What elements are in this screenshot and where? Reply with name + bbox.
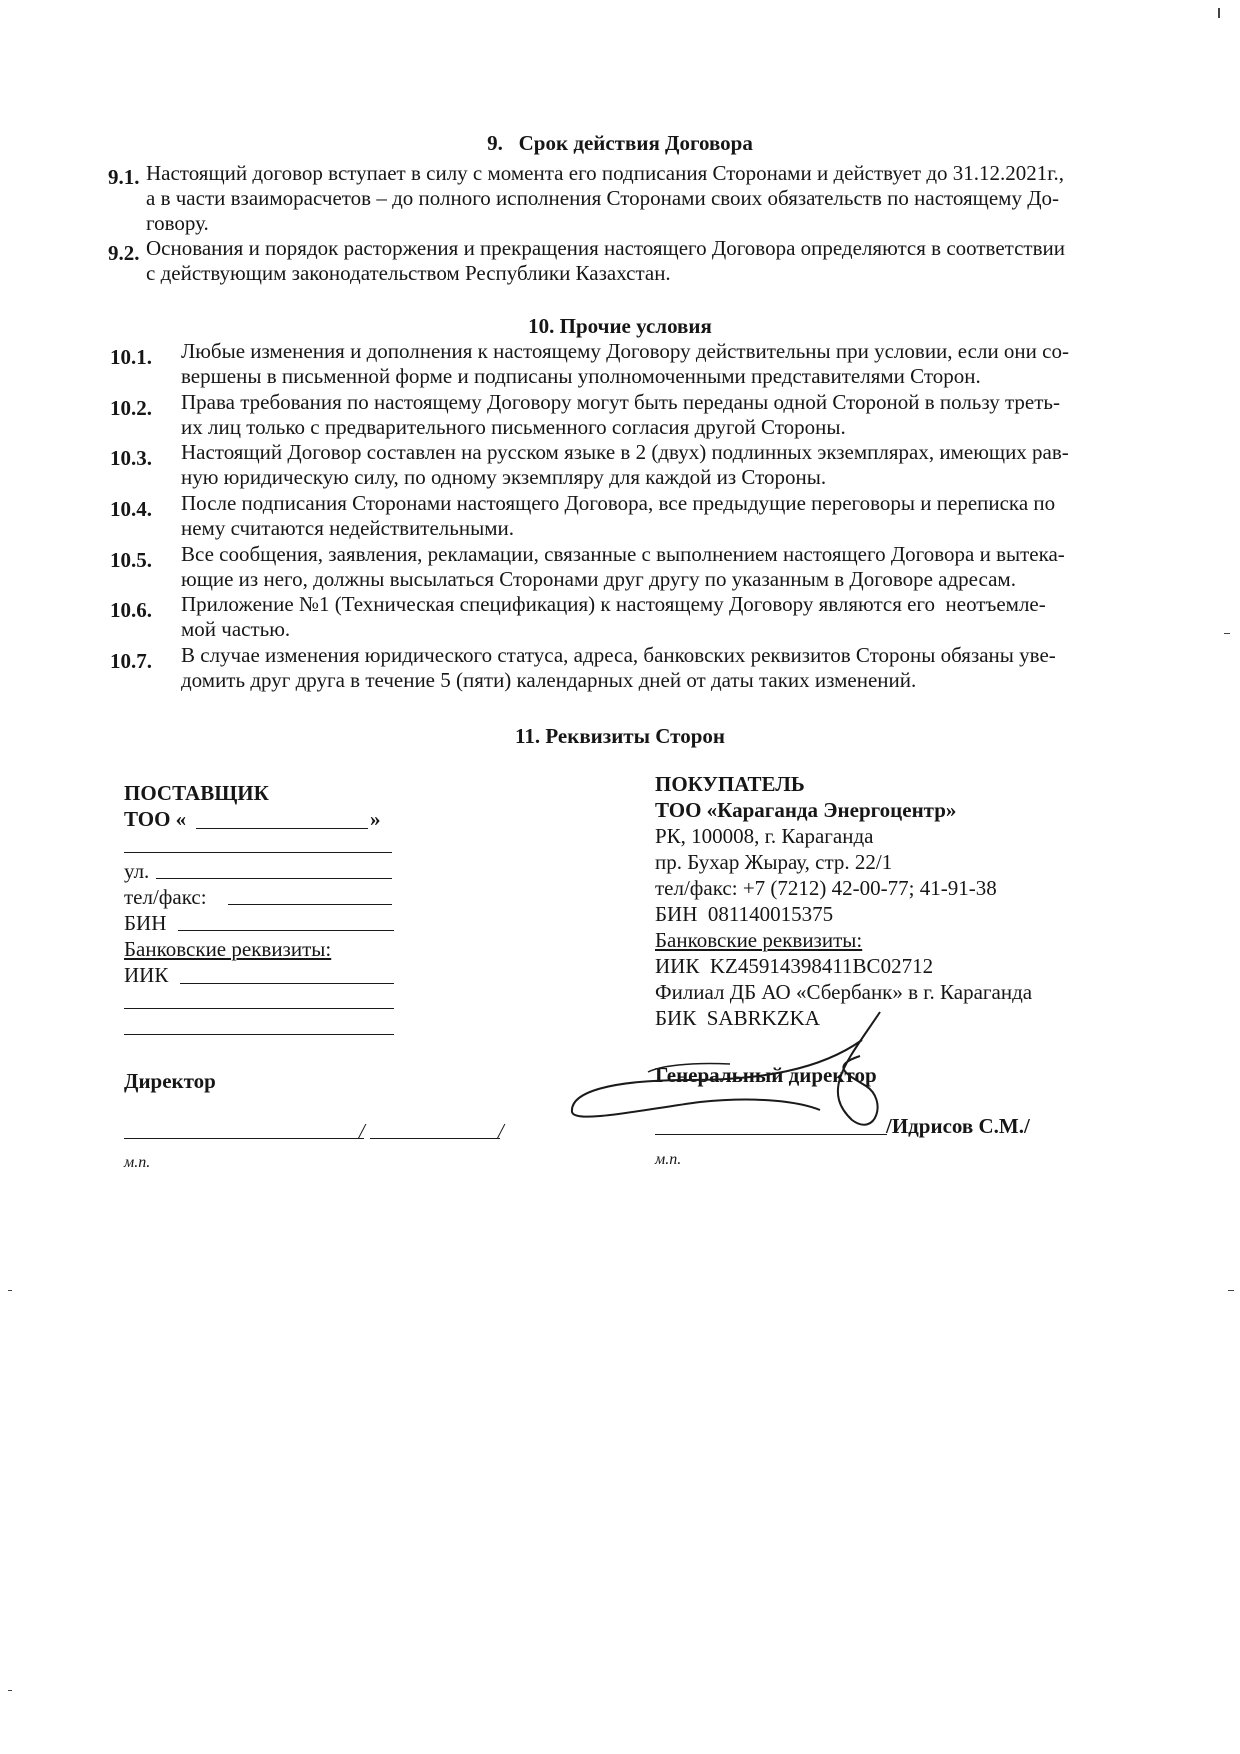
buyer-address-1: РК, 100008, г. Караганда [655,824,874,848]
supplier-stamp-place: м.п. [124,1154,151,1171]
supplier-director-label: Директор [124,1069,216,1093]
clause-text-line: Приложение №1 (Техническая спецификация) к настоящему Договору являются его неотъемле- [181,592,1046,616]
section-9-title: 9. Срок действия Договора [487,131,753,155]
scan-edge-mark [8,1690,12,1691]
clause-number: 10.1. [110,345,152,369]
buyer-bik: БИК SABRKZKA [655,1006,820,1030]
supplier-street-blank [156,878,392,879]
clause-text-line: ную юридическую силу, по одному экземпляру для каждой из Стороны. [181,465,827,489]
clause-text-line: В случае изменения юридического статуса, адреса, банковских реквизитов Стороны обязаны уве- [181,643,1056,667]
clause-text-line: Основания и порядок расторжения и прекращения настоящего Договора определяются в соответствии [146,236,1065,260]
supplier-blank-line [124,1034,394,1035]
supplier-company-blank [196,828,368,829]
buyer-signature-line [655,1134,887,1135]
buyer-heading: ПОКУПАТЕЛЬ [655,772,805,796]
clause-number: 10.5. [110,548,152,572]
clause-text-line: Все сообщения, заявления, рекламации, связанные с выполнением настоящего Договора и вытека- [181,542,1065,566]
supplier-bin-blank [178,930,394,931]
supplier-tel-blank [228,904,392,905]
supplier-iik-blank [180,983,394,984]
buyer-signatory: /Идрисов С.М./ [886,1114,1030,1138]
supplier-blank-line [124,1008,394,1009]
clause-text-line: После подписания Сторонами настоящего Договора, все предыдущие переговоры и переписка по [181,491,1056,515]
clause-number: 10.3. [110,446,152,470]
clause-text-line: домить друг друга в течение 5 (пяти) календарных дней от даты таких изменений. [181,668,917,692]
buyer-iik: ИИК KZ45914398411BC02712 [655,954,934,978]
buyer-bank-label: Банковские реквизиты: [655,928,863,952]
supplier-name-line [370,1138,500,1139]
clause-text-line: вершены в письменной форме и подписаны уполномоченными представителями Сторон. [181,364,981,388]
clause-number: 10.4. [110,497,152,521]
clause-text-line: а в части взаиморасчетов – до полного исполнения Сторонами своих обязательств по настоящему До- [146,186,1060,210]
clause-text-line: их лиц только с предварительного письменного согласия другой Стороны. [181,415,846,439]
clause-number: 9.2. [108,241,140,265]
buyer-company: ТОО «Караганда Энергоцентр» [655,798,957,822]
supplier-street-label: ул. [124,859,150,883]
clause-number: 9.1. [108,165,140,189]
clause-number: 10.6. [110,598,152,622]
supplier-heading: ПОСТАВЩИК [124,781,269,805]
buyer-tel: тел/факс: +7 (7212) 42-00-77; 41-91-38 [655,876,997,900]
clause-text-line: Права требования по настоящему Договору могут быть переданы одной Стороной в пользу треть- [181,390,1060,414]
clause-number: 10.7. [110,649,152,673]
buyer-stamp-place: м.п. [655,1151,682,1168]
clause-text-line: нему считаются недействительными. [181,516,514,540]
clause-text-line: Настоящий договор вступает в силу с момента его подписания Сторонами и действует до 31.12.2021г., [146,161,1065,185]
supplier-iik-label: ИИК [124,963,169,987]
supplier-company-prefix: ТОО « [124,807,187,831]
supplier-bank-label: Банковские реквизиты: [124,937,332,961]
supplier-bin-label: БИН [124,911,167,935]
signature-separator: / [498,1119,504,1143]
scan-edge-mark [1224,633,1230,634]
buyer-branch: Филиал ДБ АО «Сбербанк» в г. Караганда [655,980,1033,1004]
clause-text-line: Любые изменения и дополнения к настоящему Договору действительны при условии, если они со- [181,339,1069,363]
clause-text-line: Настоящий Договор составлен на русском языке в 2 (двух) подлинных экземплярах, имеющих рав- [181,440,1069,464]
section-10-title: 10. Прочие условия [528,314,712,338]
supplier-company-suffix: » [370,807,381,831]
supplier-signature-line [124,1138,364,1139]
buyer-director-label: Генеральный директор [655,1063,877,1087]
signature-separator: / [359,1119,365,1143]
section-11-title: 11. Реквизиты Сторон [515,724,725,748]
clause-text-line: с действующим законодательством Республики Казахстан. [146,261,671,285]
clause-text-line: ющие из него, должны высылаться Сторонами друг другу по указанным в Договоре адресам. [181,567,1016,591]
scan-edge-mark [1228,1290,1234,1291]
supplier-blank-line [124,852,392,853]
buyer-address-2: пр. Бухар Жырау, стр. 22/1 [655,850,893,874]
clause-number: 10.2. [110,396,152,420]
scan-edge-mark [8,1290,12,1291]
clause-text-line: мой частью. [181,617,291,641]
clause-text-line: говору. [146,211,209,235]
buyer-bin: БИН 081140015375 [655,902,834,926]
supplier-tel-label: тел/факс: [124,885,207,909]
scan-edge-mark [1218,8,1220,18]
